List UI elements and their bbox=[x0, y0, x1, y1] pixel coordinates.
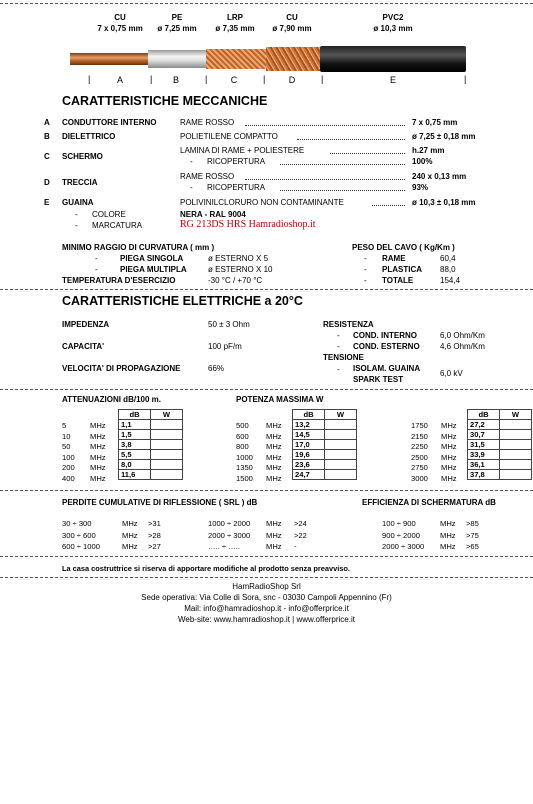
layer-dim-b: ø 7,25 mm bbox=[157, 24, 197, 33]
layer-dim-e: ø 10,3 mm bbox=[373, 24, 413, 33]
layer-code-c: LRP bbox=[227, 13, 243, 22]
mech-title: CARATTERISTICHE MECCANICHE bbox=[62, 94, 268, 108]
jacket-layer bbox=[320, 46, 466, 72]
srl-title: PERDITE CUMULATIVE DI RIFLESSIONE ( SRL ) dB bbox=[62, 498, 258, 507]
divider-2 bbox=[0, 389, 533, 390]
layer-dim-d: ø 7,90 mm bbox=[272, 24, 312, 33]
att-title: ATTENUAZIONI dB/100 m. bbox=[62, 395, 161, 404]
att-freq-col2: 500 600 800 1000 1350 1500 bbox=[236, 421, 253, 483]
shield-layer bbox=[206, 49, 268, 69]
eff-title: EFFICIENZA DI SCHERMATURA dB bbox=[362, 498, 496, 507]
layer-dim-c: ø 7,35 mm bbox=[215, 24, 255, 33]
disclaimer-note: La casa costruttrice si riserva di apportare modifiche al prodotto senza preavviso. bbox=[62, 564, 350, 573]
elec-title: CARATTERISTICHE ELETTRICHE a 20°C bbox=[62, 294, 303, 308]
divider-5 bbox=[0, 577, 533, 578]
divider-1 bbox=[0, 289, 533, 290]
braid-layer bbox=[266, 47, 322, 71]
marcatura-value: RG 213DS HRS Hamradioshop.it bbox=[180, 219, 316, 230]
divider-3 bbox=[0, 490, 533, 491]
layer-code-e: PVC2 bbox=[382, 13, 404, 22]
footer-website[interactable]: Web-site: www.hamradioshop.it | www.offerprice.it bbox=[178, 615, 355, 624]
layer-letter-b: B bbox=[172, 75, 179, 85]
top-divider bbox=[0, 3, 533, 4]
layer-letter-a: A bbox=[116, 75, 123, 85]
conductor-layer bbox=[70, 53, 150, 65]
layer-code-a: CU bbox=[114, 13, 126, 22]
potenza-title: POTENZA MASSIMA W bbox=[236, 395, 324, 404]
dielectric-layer bbox=[148, 50, 208, 68]
att-table-1: dB W 1,1 1,5 3,8 5,5 8,0 11,6 bbox=[118, 409, 183, 480]
footer-company: HamRadioShop Srl bbox=[232, 582, 301, 591]
att-table-2: dB W 13,2 14,5 17,0 19,6 23,6 24,7 bbox=[292, 409, 357, 480]
layer-code-b: PE bbox=[171, 13, 183, 22]
divider-4 bbox=[0, 556, 533, 557]
att-table-3: dB W 27,2 30,7 31,5 33,9 36,1 37,8 bbox=[467, 409, 532, 480]
att-freq-col3: 1750 2150 2250 2500 2750 3000 bbox=[411, 421, 428, 483]
att-freq-col1: 5 10 50 100 200 400 bbox=[62, 421, 75, 483]
layer-letter-e: E bbox=[389, 75, 396, 85]
layer-letter-d: D bbox=[288, 75, 296, 85]
layer-dim-a: 7 x 0,75 mm bbox=[97, 24, 143, 33]
layer-code-d: CU bbox=[286, 13, 298, 22]
footer-address: Sede operativa: Via Colle di Sora, snc - 03030 Campoli Appennino (Fr) bbox=[141, 593, 392, 602]
footer-mail[interactable]: Mail: info@hamradioshop.it - info@offerprice.it bbox=[184, 604, 349, 613]
layer-letter-c: C bbox=[230, 75, 238, 85]
